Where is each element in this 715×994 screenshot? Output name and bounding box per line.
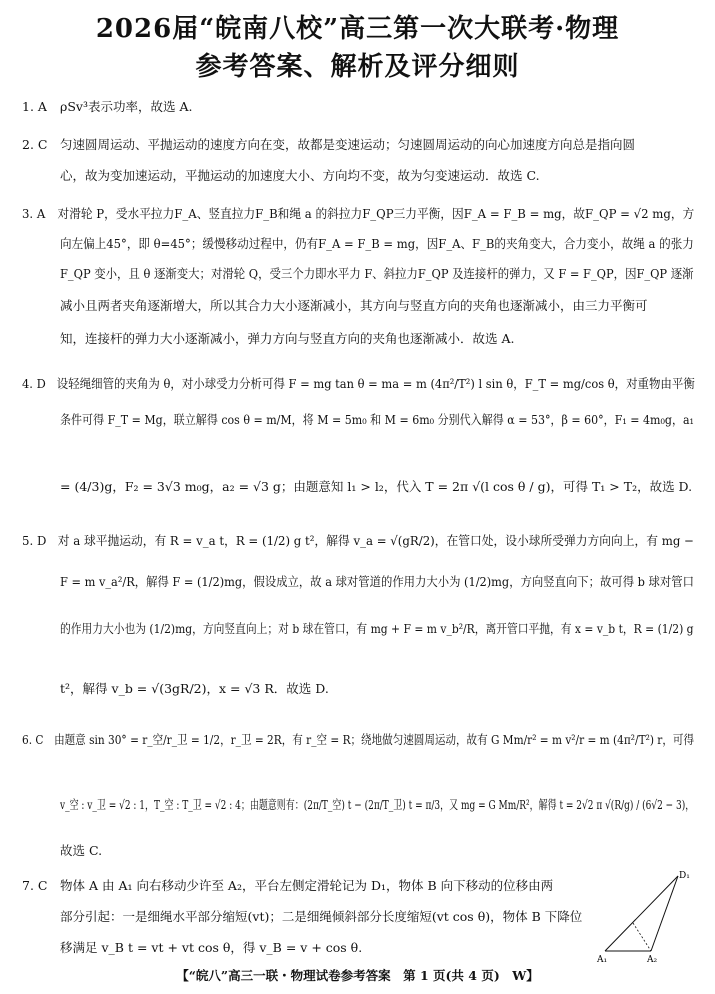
figure-dash <box>633 923 651 951</box>
pulley-figure <box>593 866 713 976</box>
answer-text: 匀速圆周运动、平抛运动的速度方向在变，故都是变速运动；匀速圆周运动的向心加速度方向总是指向圆 <box>60 137 636 152</box>
answer-number: 4. D <box>22 376 46 391</box>
answer-text: 设轻绳细管的夹角为 θ，对小球受力分析可得 F = mg tan θ = ma = m (4π²/T²) l sin θ，F_T = mg/cos θ，对重物由平衡 <box>56 376 695 391</box>
answer-number: 3. A <box>22 206 46 221</box>
answer-text: = (4/3)g，F₂ = 3√3 m₀g，a₂ = √3 g；由题意知 l₁ > l₂，代入 T = 2π √(l cos θ / g)，可得 T₁ > T₂，故选 D. <box>60 479 693 494</box>
answer-text: v_空 : v_卫 = √2 : 1，T_空 : T_卫 = √2 : 4；由题意则有：(2π/T_空) t − (2π/T_卫) t = π/3，又 mg = G Mm/R²，解得 t = 2√2 π √(R/g) / (6√2 − 3)， <box>60 797 695 812</box>
answer-number: 2. C <box>22 137 48 152</box>
answer-text: 向左偏上45°，即 θ=45°；缓慢移动过程中，仍有F_A = F_B = mg，因F_A、F_B的夹角变大，合力变小，故绳 a 的张力 <box>60 236 694 251</box>
figure-line-d1-a1 <box>605 876 678 951</box>
answer-text: 移满足 v_B t = vt + vt cos θ，得 v_B = v + cos θ. <box>60 940 363 955</box>
answer-text: 故选 C. <box>60 843 103 858</box>
answer-text: F = m v_a²/R，解得 F = (1/2)mg，假设成立，故 a 球对管道的作用力大小为 (1/2)mg，方向竖直向下；故可得 b 球对管口 <box>60 574 694 589</box>
answer-text: 的作用力大小也为 (1/2)mg，方向竖直向上；对 b 球在管口，有 mg + F = m v_b²/R，离开管口平抛，有 x = v_b t，R = (1/2) g <box>60 621 694 636</box>
figure-label-d1: D₁ <box>679 871 690 881</box>
answer-number: 5. D <box>22 533 47 548</box>
answer-text: ρSv³表示功率，故选 A. <box>60 99 193 114</box>
page-title: 2026届“皖南八校”高三第一次大联考·物理 <box>95 14 620 44</box>
answer-text: 对 a 球平抛运动，有 R = v_a t，R = (1/2) g t²，解得 v_a = √(gR/2)，在管口处，设小球所受弹力方向向上，有 mg − <box>57 533 694 548</box>
answer-text: 部分引起：一是细绳水平部分缩短(vt)；二是细绳倾斜部分长度缩短(vt cos θ)，物体 B 下降位 <box>60 909 583 924</box>
answer-text: 条件可得 F_T = Mg，联立解得 cos θ = m/M，将 M = 5m₀ 和 M = 6m₀ 分别代入解得 α = 53°，β = 60°，F₁ = 4m₀g，a₁ <box>60 412 694 427</box>
page-footer: 【“皖八”高三一联・物理试卷参考答案 第 1 页(共 4 页) W】 <box>176 968 539 983</box>
figure-label-a1: A₁ <box>597 955 608 965</box>
page-subtitle: 参考答案、解析及评分细则 <box>195 52 520 82</box>
answer-number: 6. C <box>22 732 44 747</box>
answer-text: 对滑轮 P，受水平拉力F_A、竖直拉力F_B和绳 a 的斜拉力F_QP三力平衡，因F_A = F_B = mg，故F_QP = √2 mg，方 <box>57 206 695 221</box>
figure-label-a2: A₂ <box>647 955 658 965</box>
answer-text: 由题意 sin 30° = r_空/r_卫 = 1/2，r_卫 = 2R，有 r_空 = R；绕地做匀速圆周运动，故有 G Mm/r² = m v²/r = m (4π²/T²) r，可得 <box>54 732 695 747</box>
answer-text: t²，解得 v_b = √(3gR/2)，x = √3 R．故选 D. <box>60 681 329 696</box>
answer-number: 1. A <box>22 99 47 114</box>
answer-text: F_QP 变小，且 θ 逐渐变大；对滑轮 Q，受三个力即水平力 F、斜拉力F_QP 及连接杆的弹力，又 F = F_QP，因F_QP 逐渐 <box>60 266 694 281</box>
answer-text: 减小且两者夹角逐渐增大，所以其合力大小逐渐减小，其方向与竖直方向的夹角也逐渐减小，由三力平衡可 <box>60 298 648 313</box>
figure-line-d1-a2 <box>651 876 678 951</box>
answer-text: 知，连接杆的弹力大小逐渐减小，弹力方向与竖直方向的夹角也逐渐减小．故选 A. <box>60 331 515 346</box>
answer-number: 7. C <box>22 878 48 893</box>
answer-text: 心，故为变加速运动，平抛运动的加速度大小、方向均不变，故为匀变速运动．故选 C. <box>60 168 540 183</box>
answer-text: 物体 A 由 A₁ 向右移动少许至 A₂，平台左侧定滑轮记为 D₁，物体 B 向下移动的位移由两 <box>60 878 554 893</box>
